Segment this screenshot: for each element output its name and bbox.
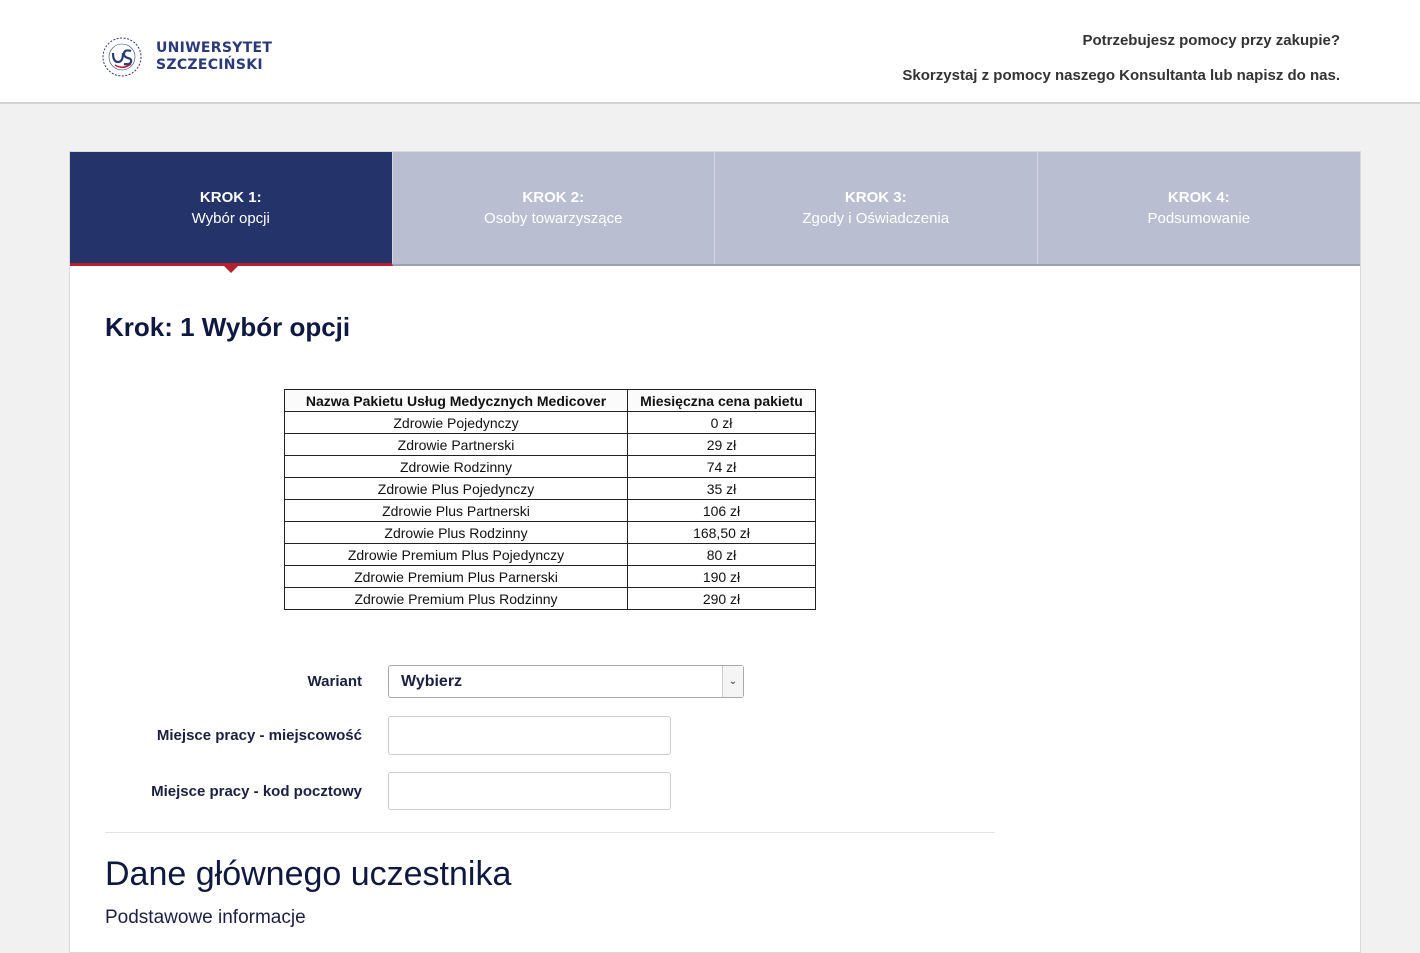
step-3[interactable] [715, 152, 1038, 264]
step-1[interactable] [70, 152, 393, 266]
step-3-number: KROK 3: [844, 189, 907, 206]
help-contact-text[interactable]: Skorzystaj z pomocy naszego Konsultanta lub napisz do nas. [902, 67, 1340, 84]
package-name: Zdrowie Partnerski [285, 434, 628, 456]
table-row [285, 544, 816, 566]
section-subtitle: Podstawowe informacje [105, 907, 306, 928]
package-name: Zdrowie Premium Plus Parnerski [285, 566, 628, 588]
step-1-number: KROK 1: [199, 188, 262, 206]
site-header [0, 5, 1420, 104]
package-price: 35 zł [628, 478, 816, 500]
logo-line-1: UNIWERSYTET [156, 40, 273, 56]
step-progress [70, 152, 1360, 266]
university-logo[interactable] [100, 35, 272, 79]
variant-selected-value: Wybierz [401, 672, 463, 690]
city-label: Miejsce pracy - miejscowość [156, 727, 362, 744]
package-name: Zdrowie Premium Plus Rodzinny [285, 588, 628, 610]
city-input[interactable] [388, 716, 671, 755]
logo-line-2: SZCZECIŃSKI [156, 57, 263, 73]
package-name: Zdrowie Plus Pojedynczy [285, 478, 628, 500]
package-price: 80 zł [628, 544, 816, 566]
package-name: Zdrowie Rodzinny [285, 456, 628, 478]
table-row [285, 522, 816, 544]
variant-row [70, 665, 744, 698]
table-row [285, 478, 816, 500]
step-1-label: Wybór opcji [191, 209, 270, 227]
table-row [285, 412, 816, 434]
package-name: Zdrowie Plus Rodzinny [285, 522, 628, 544]
table-row [285, 500, 816, 522]
step-4[interactable] [1038, 152, 1361, 264]
step-2-label: Osoby towarzyszące [484, 210, 623, 227]
postcode-label: Miejsce pracy - kod pocztowy [151, 782, 362, 800]
step-3-label: Zgody i Oświadczenia [802, 210, 950, 227]
help-question: Potrzebujesz pomocy przy zakupie? [1082, 32, 1340, 49]
step-2-number: KROK 2: [522, 189, 585, 206]
package-price: 29 zł [628, 434, 816, 456]
postcode-input[interactable] [388, 772, 671, 810]
price-table [284, 389, 816, 610]
package-price: 290 zł [628, 588, 816, 610]
table-row [285, 566, 816, 588]
package-price: 106 zł [628, 500, 816, 522]
page-title: Krok: 1 Wybór opcji [105, 312, 351, 342]
column-header-package: Nazwa Pakietu Usług Medycznych Medicover [285, 390, 628, 412]
package-name: Zdrowie Pojedynczy [285, 412, 628, 434]
package-price: 190 zł [628, 566, 816, 588]
university-emblem-icon [100, 35, 144, 79]
table-row [285, 588, 816, 610]
chevron-down-icon[interactable]: ⌄ [722, 666, 743, 697]
logo-text [156, 40, 272, 74]
city-row [70, 716, 671, 755]
table-header-row [285, 390, 816, 412]
section-divider [105, 832, 995, 833]
table-row [285, 456, 816, 478]
postcode-row [70, 772, 671, 810]
package-price: 0 zł [628, 412, 816, 434]
table-row [285, 434, 816, 456]
variant-select[interactable] [388, 665, 744, 698]
section-title: Dane głównego uczestnika [105, 855, 512, 893]
package-price: 74 zł [628, 456, 816, 478]
package-name: Zdrowie Premium Plus Pojedynczy [285, 544, 628, 566]
variant-label: Wariant [307, 673, 362, 690]
step-4-label: Podsumowanie [1147, 210, 1251, 227]
column-header-price: Miesięczna cena pakietu [628, 390, 816, 412]
order-panel [69, 151, 1361, 953]
step-4-number: KROK 4: [1167, 189, 1230, 206]
package-price: 168,50 zł [628, 522, 816, 544]
package-name: Zdrowie Plus Partnerski [285, 500, 628, 522]
step-2[interactable] [393, 152, 716, 264]
